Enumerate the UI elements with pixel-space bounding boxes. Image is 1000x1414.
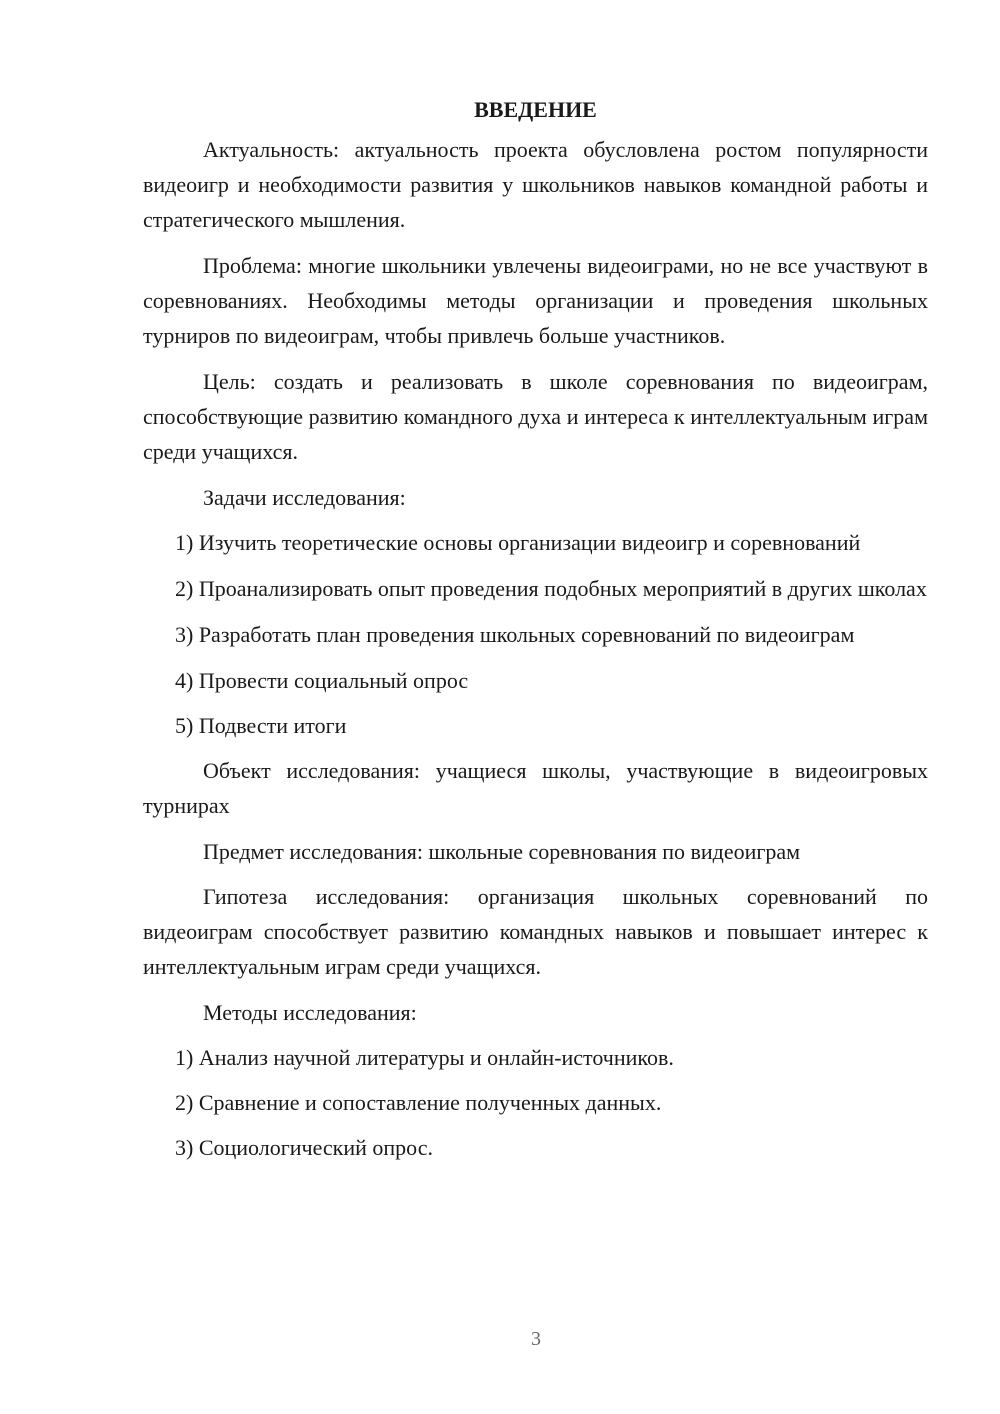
object-paragraph: Объект исследования: учащиеся школы, участвующие в видеоигровых турнирах (143, 758, 928, 818)
relevance-paragraph: Актуальность: актуальность проекта обусловлена ростом популярности видеоигр и необходимости развития у школьников навыков командной работы и стратегического мышления. (143, 137, 928, 232)
task-item-1: 1) Изучить теоретические основы организации видеоигр и соревнований (175, 530, 861, 555)
task-item-5: 5) Подвести итоги (175, 713, 347, 738)
section-title: ВВЕДЕНИЕ (474, 97, 597, 122)
task-item-2: 2) Проанализировать опыт проведения подобных мероприятий в других школах (175, 576, 927, 601)
method-item-1: 1) Анализ научной литературы и онлайн-источников. (175, 1045, 674, 1070)
hypothesis-paragraph: Гипотеза исследования: организация школьных соревнований по видеоиграм способствует развитию командных навыков и повышает интерес к интеллектуальным играм среди учащихся. (143, 884, 928, 979)
tasks-heading: Задачи исследования: (203, 485, 406, 510)
method-item-2: 2) Сравнение и сопоставление полученных данных. (175, 1090, 662, 1115)
page-content (143, 92, 928, 1175)
subject-paragraph: Предмет исследования: школьные соревнования по видеоиграм (203, 839, 801, 864)
methods-heading: Методы исследования: (203, 1000, 417, 1025)
method-item-3: 3) Социологический опрос. (175, 1135, 433, 1160)
page-number: 3 (531, 1328, 541, 1350)
problem-paragraph: Проблема: многие школьники увлечены видеоиграми, но не все участвуют в соревнованиях. Необходимы методы организации и проведения школьных турниров по видеоиграм, чтобы привлечь больше участников. (143, 253, 928, 348)
goal-paragraph: Цель: создать и реализовать в школе соревнования по видеоиграм, способствующие развитию командного духа и интереса к интеллектуальным играм среди учащихся. (143, 369, 928, 464)
task-item-4: 4) Провести социальный опрос (175, 668, 469, 693)
task-item-3: 3) Разработать план проведения школьных соревнований по видеоиграм (175, 622, 855, 647)
